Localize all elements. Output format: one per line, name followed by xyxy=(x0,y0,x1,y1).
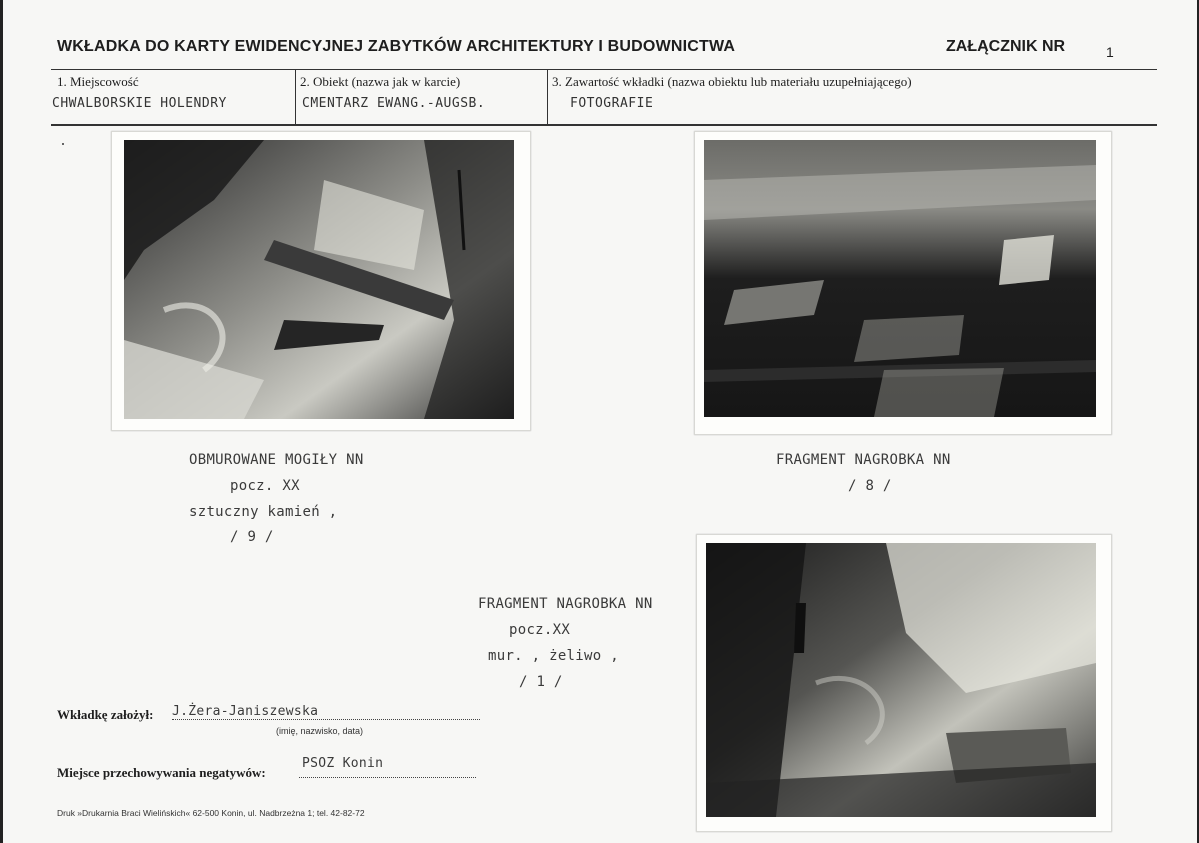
field-label-locality: 1. Miejscowość xyxy=(57,74,139,89)
caption-8-title: FRAGMENT NAGROBKA NN xyxy=(776,452,951,468)
field-separator xyxy=(295,69,296,125)
caption-9-material: sztuczny kamień , xyxy=(189,504,338,520)
caption-1-title: FRAGMENT NAGROBKA NN xyxy=(478,596,653,612)
field-value-locality: CHWALBORSKIE HOLENDRY xyxy=(52,96,227,111)
caption-9-number: / 9 / xyxy=(230,529,274,545)
annex-number: 1 xyxy=(1106,44,1114,60)
author-hint: (imię, nazwisko, data) xyxy=(276,726,364,736)
header-rule-bottom xyxy=(51,124,1157,126)
caption-1-material: mur. , żeliwo , xyxy=(488,648,619,664)
field-value-object: CMENTARZ EWANG.-AUGSB. xyxy=(302,96,486,111)
field-separator xyxy=(547,69,548,125)
caption-1-number: / 1 / xyxy=(519,674,563,690)
printer-footer: Druk »Drukarnia Braci Wielińskich« 62-500 Konin, ul. Nadbrzeżna 1; tel. 42-82-72 xyxy=(57,808,365,818)
storage-dotted-line xyxy=(299,776,476,778)
storage-label: Miejsce przechowywania negatywów: xyxy=(57,765,266,780)
field-value-contents: FOTOGRAFIE xyxy=(570,96,654,111)
photo-tombstone-1 xyxy=(706,543,1096,817)
photo-tombstone-8 xyxy=(704,140,1096,417)
photo-graves-9 xyxy=(124,140,514,419)
author-value: J.Żera-Janiszewska xyxy=(172,704,319,719)
scan-edge-left xyxy=(0,0,3,843)
scan-speck xyxy=(62,143,64,145)
field-label-object: 2. Obiekt (nazwa jak w karcie) xyxy=(300,74,461,89)
header-rule-top xyxy=(51,69,1157,70)
annex-label: ZAŁĄCZNIK NR xyxy=(946,38,1066,55)
storage-value: PSOZ Konin xyxy=(302,756,384,771)
author-label: Wkładkę założył: xyxy=(57,707,154,722)
caption-1-date: pocz.XX xyxy=(509,622,571,638)
caption-9-date: pocz. XX xyxy=(230,478,300,494)
document-title: WKŁADKA DO KARTY EWIDENCYJNEJ ZABYTKÓW ARCHITEKTURY I BUDOWNICTWA xyxy=(57,38,736,55)
caption-9-title: OBMUROWANE MOGIŁY NN xyxy=(189,452,364,468)
field-label-contents: 3. Zawartość wkładki (nazwa obiektu lub materiału uzupełniającego) xyxy=(552,74,912,89)
caption-8-number: / 8 / xyxy=(848,478,892,494)
